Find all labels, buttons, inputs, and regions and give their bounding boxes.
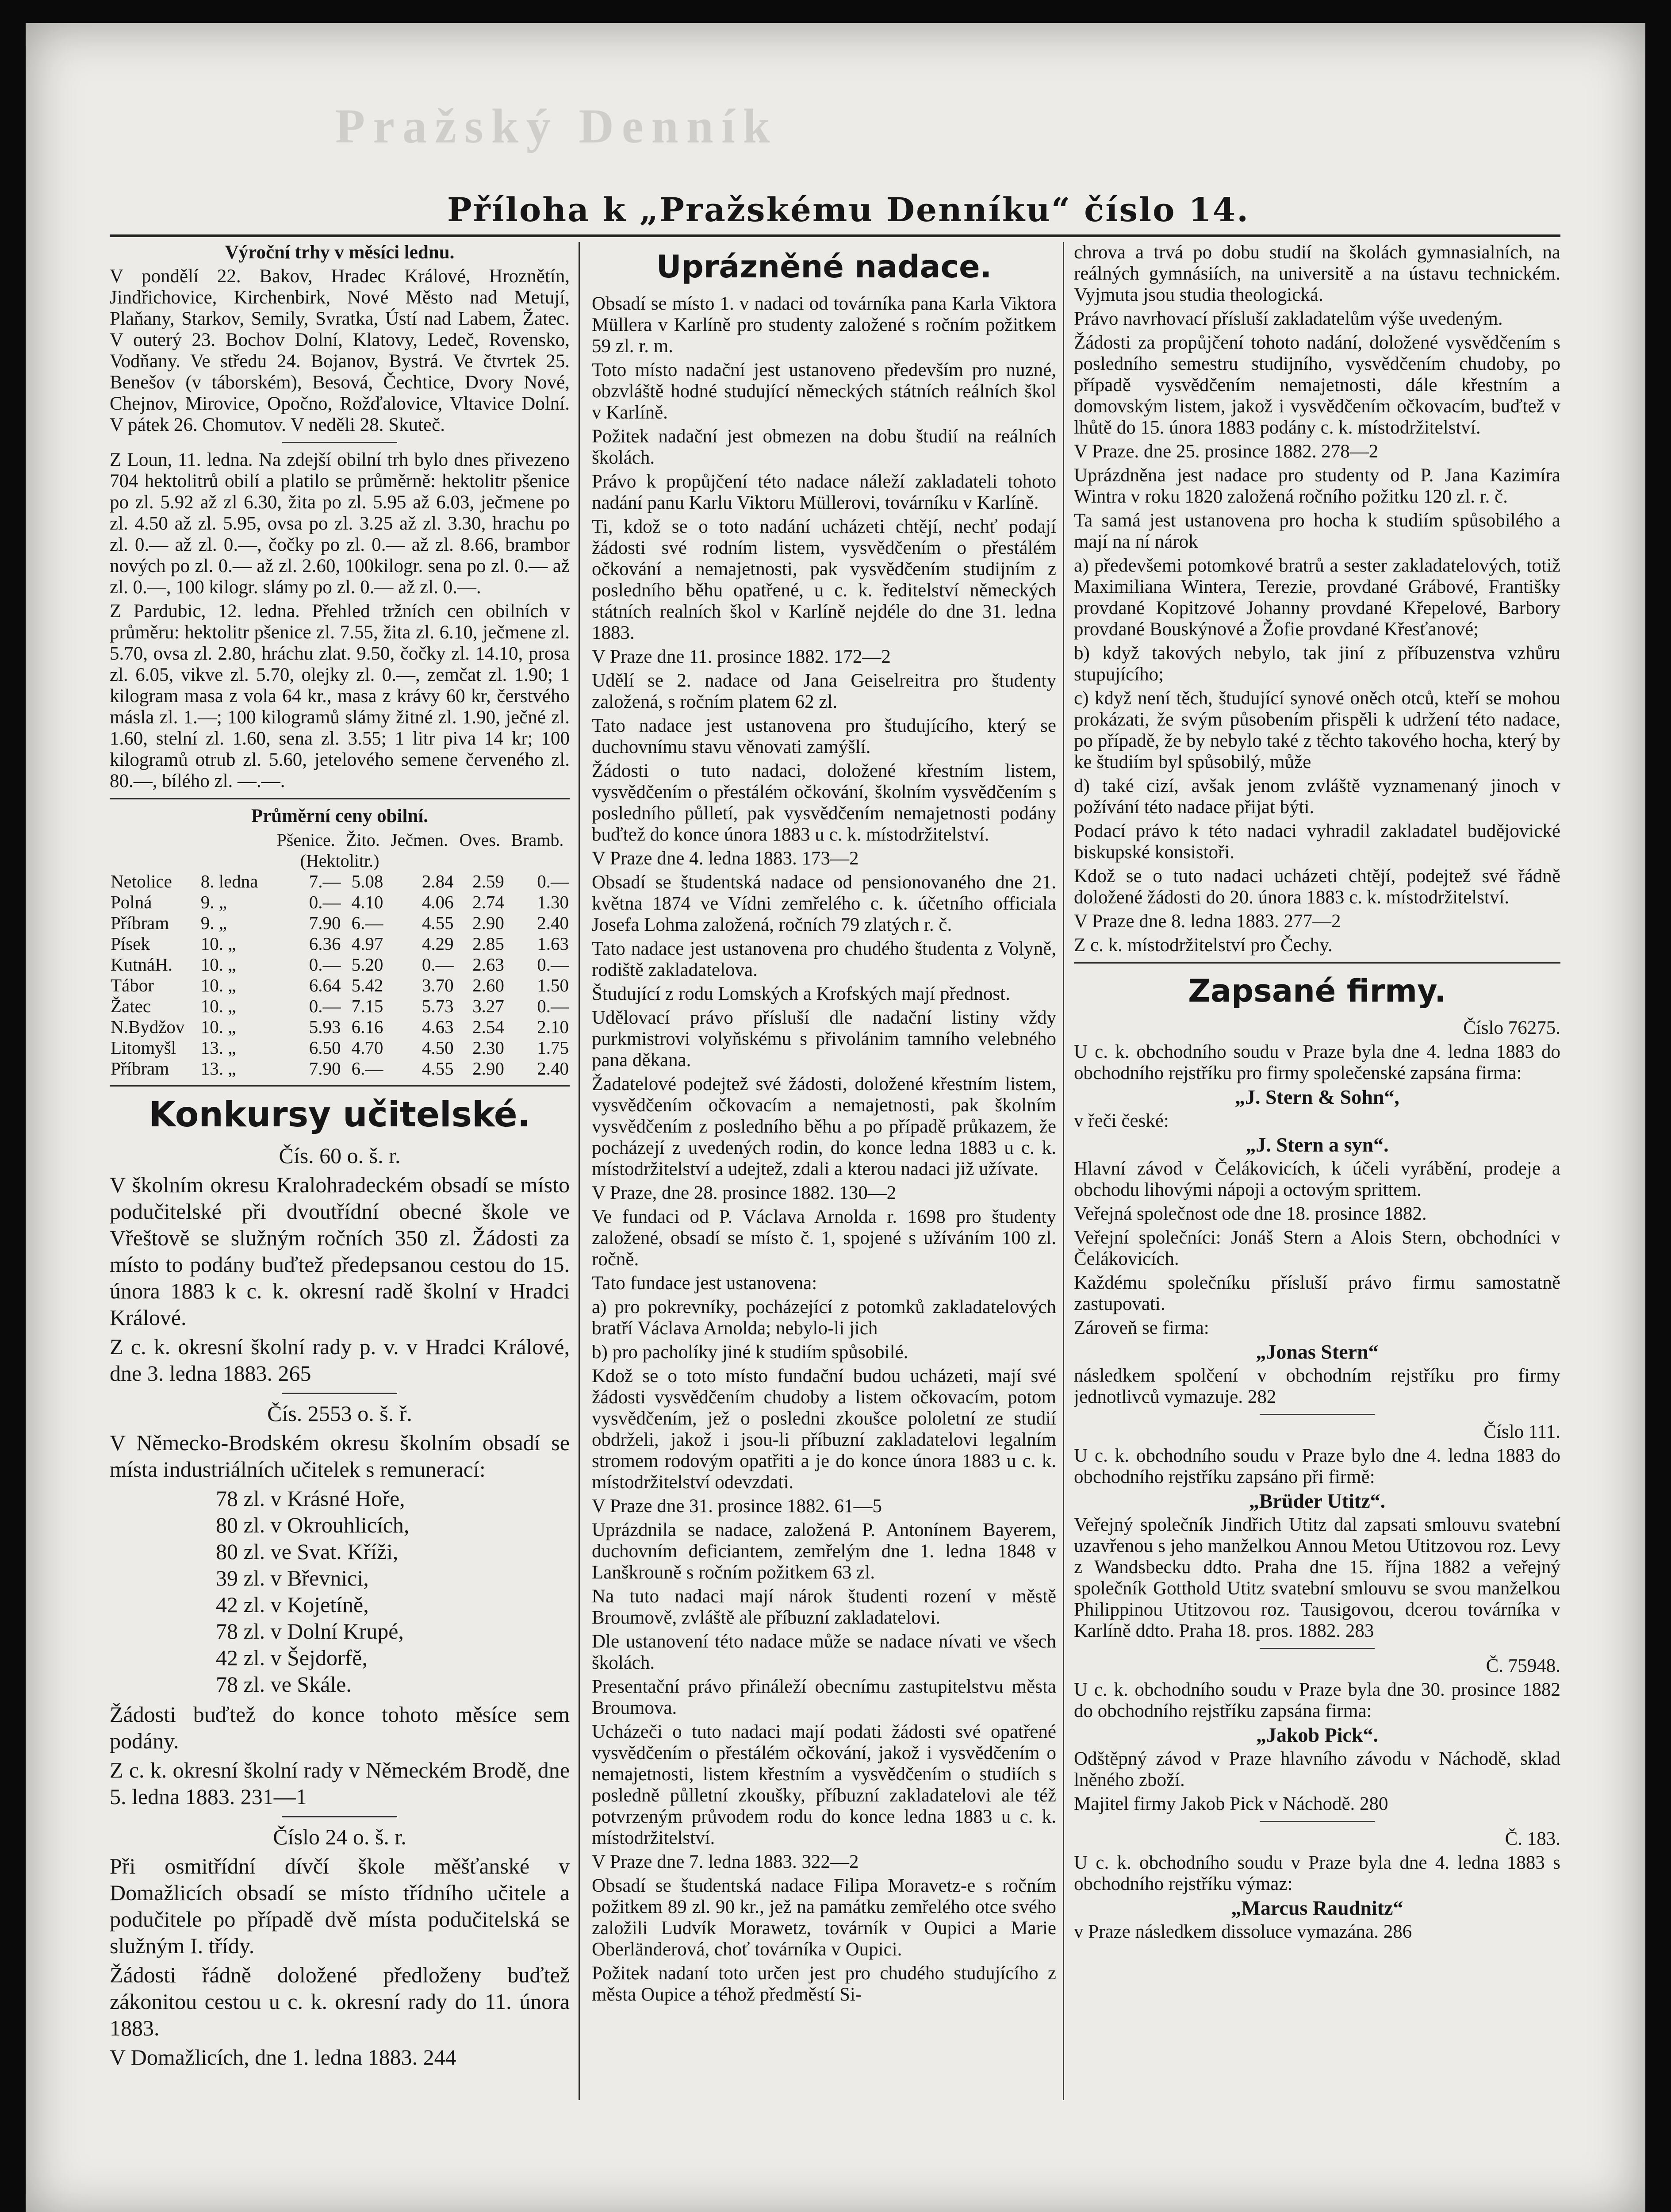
article-paragraph: Podací právo k této nadaci vyhradil zakladatel budějovické biskupské konsistoři. [1074, 821, 1560, 863]
table-cell: 7.90 [309, 1058, 341, 1079]
table-cell: Příbram [111, 1058, 169, 1079]
article-paragraph: Ti, kdož se o toto nadání ucházeti chtějí, nechť podají žádosti své rodním listem, vysvědčením o přestálém očkování a nemajetnosti, pak vysvědčením studijním z posledního běhu opatřené, u c. k. ředitelství německých státních realních škol v Karlíně nejdéle do dne 31. ledna 1883. [592, 516, 1056, 643]
table-cell: Netolice [111, 871, 172, 891]
section-rule [282, 1393, 397, 1394]
firma-3-details [1074, 1748, 1560, 1815]
table-cell: 0.— [309, 892, 341, 912]
article-paragraph: Tato fundace jest ustanovena: [592, 1273, 817, 1294]
firm-paragraph: Každému společníku přísluší právo firmu samostatně zastupovati. [1074, 1272, 1560, 1314]
firma-4-number: Č. 183. [1505, 1828, 1560, 1849]
firma-4-name: „Marcus Raudnitz“ [1231, 1897, 1403, 1919]
section-rule [282, 1816, 397, 1817]
article-paragraph: Obsadí se místo 1. v nadaci od továrníka pana Karla Viktora Müllera v Karlíně pro studenty založené s ročním požitkem 59 zl. r. m. [592, 293, 1056, 357]
article-paragraph: V Praze dne 7. ledna 1883. 322—2 [592, 1851, 859, 1872]
table-row [110, 913, 570, 933]
table-row [110, 1017, 570, 1037]
table-cell: 4.63 [422, 1017, 454, 1037]
konkurs-2-number: Čís. 2553 o. š. ř. [267, 1401, 412, 1426]
table-row [110, 1037, 570, 1058]
firm-paragraph: Veřejní společníci: Jonáš Stern a Alois Stern, obchodníci v Čelákovicích. [1074, 1227, 1560, 1269]
konkurs-3-number: Číslo 24 o. š. r. [273, 1824, 406, 1849]
table-cell: 6.— [351, 1058, 383, 1079]
article-paragraph: V Praze dne 31. prosince 1882. 61—5 [592, 1496, 882, 1517]
article-paragraph: Právo k propůjčení této nadace náleží zakladateli tohoto nadání panu Karlu Viktoru Müllerovi, továrníku v Karlíně. [592, 471, 1056, 513]
table-cell: 4.70 [351, 1037, 383, 1058]
table-cell: N.Bydžov [111, 1017, 185, 1037]
firma-1-text: U c. k. obchodního soudu v Praze byla dne 4. ledna 1883 do obchodního rejstříku pro firmy společenské zapsána firma: [1074, 1041, 1560, 1083]
table-cell: 5.08 [351, 871, 383, 891]
firma-1-details [1074, 1158, 1560, 1339]
article-paragraph: V Praze dne 4. ledna 1883. 173—2 [592, 848, 859, 869]
table-row [110, 1058, 570, 1079]
table-cell: 6.36 [309, 933, 341, 954]
article-paragraph: V Praze. dne 25. prosince 1882. 278—2 [1074, 441, 1379, 462]
firm-paragraph: Hlavní závod v Čelákovicích, k účeli vyrábění, prodeje a obchodu lihovými nápoji a octovým sprittem. [1074, 1158, 1560, 1200]
firm-paragraph: Odštěpný závod v Praze hlavního závodu v Náchodě, sklad lněného zboží. [1074, 1748, 1560, 1790]
table-cell: 0.— [422, 954, 454, 975]
firma-1-name: „J. Stern & Sohn“, [1235, 1086, 1399, 1108]
article-paragraph: V Praze dne 8. ledna 1883. 277—2 [1074, 911, 1341, 932]
article-paragraph: Žádosti za propůjčení tohoto nadání, doložené vysvědčením s posledního semestru studijního, vysvědčením chudoby, po případě vysvědčením nemajetnosti, dále křestním a domovským listem, jakož i vysvědčením očkovacím, buďtež v lhůtě do 15. února 1883 podány c. k. místodržitelství. [1074, 332, 1560, 438]
firm-paragraph: Majitel firmy Jakob Pick v Náchodě. 280 [1074, 1793, 1388, 1814]
table-cell: 10. „ [200, 975, 236, 995]
table-cell: Tábor [111, 975, 154, 995]
table-body [110, 871, 570, 1079]
section-rule [110, 798, 570, 799]
table-cell: 4.06 [422, 892, 454, 912]
konkurs-3-signature: V Domažlicích, dne 1. ledna 1883. 244 [110, 2045, 456, 2070]
column-middle [592, 242, 1056, 2127]
table-cell: 0.— [537, 996, 569, 1016]
list-item: 78 zl. ve Skále. [216, 1672, 352, 1697]
konkurs-1-text: V školním okresu Kralohradeckém obsadí se místo podučitelské při dvoutřídní obecné škole ve Vřeštově se služným ročních 350 zl. Žádosti za místo to podány buďtež předepsanou cestou do 15. února 1883 k c. k. okresní radě školní v Hradci Králové. [110, 1172, 570, 1330]
table-header-cell: Žito. [346, 830, 380, 850]
article-paragraph: Právo navrhovací přísluší zakladatelům výše uvedeným. [1074, 308, 1503, 329]
newspaper-page [26, 23, 1645, 2212]
table-row [110, 933, 570, 954]
article-paragraph: Žadatelové podejtež své žádosti, doložené křestním listem, vysvědčením očkovacím a nemajetnosti, pak školním vysvědčením z posledního běhu a po případě průkazem, že pocházejí z uvedených rodin, do konce ledna 1883 u c. k. místodržitelství a udejtež, zdali a kterou nadaci již užívate. [592, 1074, 1056, 1179]
table-header-cell: Bramb. [511, 830, 564, 850]
firm-paragraph: Veřejná společnost ode dne 18. prosince 1882. [1074, 1203, 1427, 1224]
list-item: 78 zl. v Dolní Krupé, [216, 1619, 404, 1644]
table-cell: 9. „ [200, 913, 227, 933]
list-item: 42 zl. v Kojetíně, [216, 1592, 369, 1617]
konkurs-2-text: V Německo-Brodském okresu školním obsadí se místa industriálních učitelek s remunerací: [110, 1430, 570, 1482]
firma-3-text: U c. k. obchodního soudu v Praze byla dne 30. prosince 1882 do obchodního rejstříku zapsána firma: [1074, 1679, 1560, 1721]
table-cell: 0.— [537, 871, 569, 891]
article-paragraph: Tato nadace jest ustanovena pro chudého študenta z Volyně, rodiště zakladatelova. [592, 938, 1056, 980]
list-item: 80 zl. ve Svat. Kříži, [216, 1539, 399, 1564]
table-cell: 13. „ [200, 1058, 236, 1079]
table-cell: 0.— [309, 954, 341, 975]
table-cell: 6.16 [351, 1017, 383, 1037]
table-header-row [110, 830, 570, 850]
table-cell: 9. „ [200, 892, 227, 912]
column-left [110, 242, 570, 2109]
table-unit-row [110, 850, 570, 871]
section-rule [1074, 962, 1560, 964]
article-paragraph: Z c. k. místodržitelství pro Čechy. [1074, 935, 1333, 956]
table-cell: 2.10 [537, 1017, 569, 1037]
article-paragraph: Obsadí se študentská nadace od pensionovaného dne 21. května 1874 ve Vídni zemřelého c. k. účetního officiala Josefa Lohma založená, ročních 79 zlatých r. č. [592, 872, 1056, 935]
table-cell: 2.85 [472, 933, 504, 954]
table-unit-label: (Hektolitr.) [300, 851, 379, 871]
table-cell: 8. ledna [200, 871, 258, 891]
article-paragraph: Udělí se 2. nadace od Jana Geiselreitra pro študenty založená, s ročním platem 62 zl. [592, 670, 1056, 712]
article-paragraph: Dle ustanovení této nadace může se nadace nívati ve všech školách. [592, 1631, 1056, 1673]
konkurs-2-list [110, 1485, 570, 1697]
nadace-articles [592, 293, 1056, 2005]
section-rule [1260, 1821, 1375, 1822]
section-rule [1260, 1414, 1375, 1415]
article-paragraph: Žádosti o tuto nadaci, doložené křestním listem, vysvědčením o přestálém očkování, školním vysvědčením s posledního půlletí, pak vysvědčením nemajetnosti podány buďtež do konce února 1883 u c. k. místodržitelství. [592, 760, 1056, 845]
article-paragraph: Ucházeči o tuto nadaci mají podati žádosti své opatřené vysvědčením o přestálém očkování, jakož i vysvědčením o nemajetnosti, listem křestním a vysvědčením o studiích s posledně půlletní zkoušky, příbuzní zakladatelovi ale též potvrzeným průvodem rodu do konce ledna 1883 u c. k. místodržitelství. [592, 1721, 1056, 1848]
table-cell: 7.90 [309, 913, 341, 933]
table-row [110, 892, 570, 913]
table-cell: 10. „ [200, 954, 236, 975]
list-item: 78 zl. v Krásné Hoře, [216, 1486, 405, 1511]
table-cell: 1.30 [537, 892, 569, 912]
firm-paragraph: Zároveň se firma: [1074, 1317, 1209, 1338]
article-paragraph: V Praze dne 11. prosince 1882. 172—2 [592, 646, 891, 667]
table-cell: 3.70 [422, 975, 454, 995]
firma-3-number: Č. 75948. [1486, 1655, 1560, 1676]
firma-2-name: „Brüder Utitz“. [1249, 1490, 1386, 1512]
table-cell: 2.63 [472, 954, 504, 975]
article-paragraph: c) když není těch, študující synové oněch otců, kteří se mohou prokázati, že svým působením přispěli k udržení této nadace, po případě, že by nebylo také z těchto takového hocha, který by ke študiím byl spůsobilý, může [1074, 688, 1560, 772]
list-item: 80 zl. v Okrouhlicích, [216, 1513, 410, 1537]
firma-2-number: Číslo 111. [1483, 1421, 1560, 1442]
page-masthead: Příloha k „Pražskému Denníku“ číslo 14. [447, 191, 1249, 229]
table-header-cell: Oves. [459, 830, 500, 850]
firmy-title: Zapsané firmy. [1188, 973, 1446, 1009]
article-paragraph: Toto místo nadační jest ustanoveno především pro nuzné, obzvláště hodné studující německých státních reálních škol v Karlíně. [592, 360, 1056, 423]
nadace-articles-cont [1074, 242, 1560, 956]
column-divider-1 [579, 242, 580, 2100]
table-header-cell [200, 830, 270, 850]
table-cell: 2.90 [472, 1058, 504, 1079]
section-rule [110, 1085, 570, 1087]
table-cell: 3.27 [472, 996, 504, 1016]
table-cell: 2.74 [472, 892, 504, 912]
article-paragraph: V Praze, dne 28. prosince 1882. 130—2 [592, 1183, 897, 1203]
table-row [110, 975, 570, 996]
table-row [110, 871, 570, 892]
table-cell: 1.63 [537, 933, 569, 954]
pardubice-prices-text: Z Pardubic, 12. ledna. Přehled tržních cen obilních v průměru: hektolitr pšenice zl. 7.55, žita zl. 6.10, ječmene zl. 5.70, ovsa zl. 2.80, hráchu zlat. 9.50, čočky zl. 14.10, prosa zl. 6.05, vikve zl. 5.70, olejky zl. 0.—, zemčat zl. 1.90; 1 kilogram masa z vola 64 kr., masa z krávy 60 kr, čerstvého másla zl. 1.—; 100 kilogramů slámy žitné zl. 1.90, ječné zl. 1.60, stelní zl. 1.60, sena zl. 3.55; 1 litr piva 14 kr; 100 kilogramů otrub zl. 5.60, jetelového semene červeného zl. 80.—, bílého zl. —.—. [110, 601, 570, 791]
grain-prices-table [110, 830, 570, 1079]
louny-prices-text: Z Loun, 11. ledna. Na zdejší obilní trh bylo dnes přivezeno 704 hektolitrů obilí a platilo se průměrně: hektolitr pšenice po zl. 5.92 až zl 6.30, žita po zl. 5.95 až 6.03, ječmene po zl. 4.50 až zl. 5.95, ovsa po zl. 3.25 až zl. 3.30, hrachu po zl. 0.— až zl. 0.—, čočky po zl. 0.— až zl. 8.66, brambor nových po zl. 0.— až zl. 2.60, 100kilogr. sena po zl. 0.— až zl. 0.—, 100 kilogr. slámy po zl. 0.— až zl. 0.—. [110, 449, 570, 598]
article-paragraph: Uprázdnila se nadace, založená P. Antonínem Bayerem, duchovním deficiantem, zemřelým dne 1. ledna 1848 v Lanškrouně s ročním požitkem 63 zl. [592, 1520, 1056, 1583]
table-cell: 1.75 [537, 1037, 569, 1058]
masthead-rule [110, 234, 1560, 237]
table-cell: 4.55 [422, 1058, 454, 1079]
article-paragraph: Kdož se o toto místo fundační budou ucházeti, mají své žádosti vysvědčením chudoby a listem očkovacím, potom vysvědčením, jež o posledni zkoušce pololetní ze studií obdrželi, jakož i jsou-li příbuzní zakladatelovi legalním stromem rodovým opatřiti a je do konce února 1883 u c. k. místodržitelství odevzdati. [592, 1366, 1056, 1493]
firma-4-text: U c. k. obchodního soudu v Praze byla dne 4. ledna 1883 s obchodního rejstříku výmaz: [1074, 1852, 1560, 1894]
section-rule [1260, 1648, 1375, 1649]
article-paragraph: d) také cizí, avšak jenom zvláště vyznamenaný jinoch v požívání této nadace přijat býti. [1074, 776, 1560, 818]
article-paragraph: Uprázdněna jest nadace pro studenty od P. Jana Kazimíra Wintra v roku 1820 založená ročního požitku 120 zl. r. č. [1074, 465, 1560, 507]
article-paragraph: Ta samá jest ustanovena pro hocha k studiím spůsobilého a mají na ní nárok [1074, 510, 1560, 552]
table-cell: 5.73 [422, 996, 454, 1016]
table-cell: Žatec [111, 996, 151, 1016]
section-rule [282, 442, 397, 443]
markets-title: Výroční trhy v měsíci lednu. [225, 242, 455, 263]
article-paragraph: a) předevšemi potomkové bratrů a sester zakladatelových, totiž Maximiliana Wintera, Terezie, provdané Grábové, Františky provdané Kopitzové Johanny provdané Křepelové, Barbory provdané Bouskýnové a Žofie provdané Křesťanové; [1074, 555, 1560, 640]
konkurs-2-signature: Z c. k. okresní školní rady v Německém Brodě, dne 5. ledna 1883. 231—1 [110, 1758, 570, 1809]
nadace-title: Uprázněné nadace. [656, 249, 992, 285]
table-row [110, 954, 570, 975]
table-row [110, 996, 570, 1017]
table-header-cell: Pšenice. [276, 830, 335, 850]
column-right [1074, 242, 1560, 2127]
table-cell: 10. „ [200, 933, 236, 954]
firma-1-name-2: „Jonas Stern“ [1256, 1340, 1379, 1363]
table-cell: 2.59 [472, 871, 504, 891]
list-item: 39 zl. v Břevnici, [216, 1566, 369, 1590]
firma-2-text: U c. k. obchodního soudu v Praze bylo dne 4. ledna 1883 do obchodního rejstříku zapsáno při firmě: [1074, 1445, 1560, 1487]
article-paragraph: Na tuto nadaci mají nárok študenti rození v městě Broumově, zvláště ale příbuzní zakladatelovi. [592, 1586, 1056, 1628]
article-paragraph: Požitek nadaní toto určen jest pro chudého studujícího z města Oupice a téhož předměstí Si- [592, 1963, 1056, 2005]
table-cell: 4.55 [422, 913, 454, 933]
article-paragraph: Tato nadace jest ustanovena pro študujícího, který se duchovnímu stavu věnovati zamýšlí. [592, 715, 1056, 757]
table-cell: KutnáH. [111, 954, 173, 975]
bleed-through-text: Pražský Denník [335, 99, 778, 153]
firma-1-number: Číslo 76275. [1463, 1018, 1560, 1038]
list-item: 42 zl. v Šejdorfě, [216, 1645, 368, 1670]
table-cell: 5.42 [351, 975, 383, 995]
table-cell: 2.40 [537, 1058, 569, 1079]
table-cell: 2.30 [472, 1037, 504, 1058]
table-cell: 4.97 [351, 933, 383, 954]
article-paragraph: Obsadí se študentská nadace Filipa Moravetz-e s ročním požitkem 89 zl. 90 kr., jež na památku zemřelého otce svého založili Ludvík Morawetz, továrník v Oupici a Marie Oberländerová, choť továrníka v Oupici. [592, 1875, 1056, 1960]
firma-4-end: v Praze následkem dissoluce vymazána. 286 [1074, 1921, 1412, 1942]
article-paragraph: b) pro pacholíky jiné k studiím spůsobilé. [592, 1342, 908, 1363]
grain-prices-title: Průměrní ceny obilní. [251, 806, 429, 826]
table-cell: 2.60 [472, 975, 504, 995]
table-cell: Polná [111, 892, 152, 912]
konkurs-1-number: Čís. 60 o. š. r. [279, 1143, 401, 1168]
firma-1-czech-lead: v řeči české: [1074, 1110, 1169, 1131]
article-paragraph: Požitek nadační jest obmezen na dobu študií na reálních školách. [592, 426, 1056, 468]
firma-1-name-cz: „J. Stern a syn“. [1246, 1133, 1389, 1156]
article-paragraph: Kdož se o tuto nadaci ucházeti chtějí, podejtež své řádně doložené žádosti do 20. února 1883 c. k. místodržitelství. [1074, 866, 1560, 908]
table-cell: 13. „ [200, 1037, 236, 1058]
table-header-cell: Ječmen. [391, 830, 448, 850]
article-paragraph: Presentační právo přináleží obecnímu zastupitelstvu města Broumova. [592, 1676, 1056, 1718]
table-cell: 5.20 [351, 954, 383, 975]
firma-1-end: následkem spolčení v obchodním rejstříku pro firmy jednotlivců vymazuje. 282 [1074, 1365, 1560, 1407]
table-cell: 5.93 [309, 1017, 341, 1037]
firma-3-name: „Jakob Pick“. [1256, 1724, 1379, 1746]
markets-text: V pondělí 22. Bakov, Hradec Králové, Hroznětín, Jindřichovice, Kirchenbirk, Nové Město nad Metují, Plaňany, Starkov, Semily, Svratka, Ústí nad Labem, Žatec. V outerý 23. Bochov Dolní, Klatovy, Ledeč, Rovensko, Vodňany. Ve středu 24. Bojanov, Bystrá. Ve čtvrtek 25. Benešov (v táborském), Besová, Čechtice, Dvory Nové, Chejnov, Mirovice, Opočno, Rožďalovice, Vltavice Dolní. V pátek 26. Chomutov. V neděli 28. Skuteč. [110, 266, 570, 435]
table-cell: 2.90 [472, 913, 504, 933]
konkurs-1-signature: Z c. k. okresní školní rady p. v. v Hradci Králové, dne 3. ledna 1883. 265 [110, 1334, 570, 1386]
konkurs-3-text: Při osmitřídní dívčí škole měšťanské v Domažlicích obsadí se místo třídního učitele a podučitele po případě dvě místa podučitelská se služným I. třídy. [110, 1854, 570, 1958]
table-cell: 0.— [537, 954, 569, 975]
table-cell: Písek [111, 933, 150, 954]
article-paragraph: Udělovací právo přísluší dle nadační listiny vždy purkmistrovi volyňskému s přivolánim tamního velebného pana děkana. [592, 1007, 1056, 1071]
konkurs-3-text-2: Žádosti řádně doložené předloženy buďtež zákonitou cestou u c. k. okresní rady do 11. února 1883. [110, 1962, 570, 2040]
column-divider-2 [1063, 242, 1064, 2100]
table-cell: 1.50 [537, 975, 569, 995]
table-cell: 2.54 [472, 1017, 504, 1037]
table-cell: Litomyšl [111, 1037, 176, 1058]
table-cell: Příbram [111, 913, 169, 933]
table-cell: 0.— [309, 996, 341, 1016]
table-cell: 4.10 [351, 892, 383, 912]
table-header-cell [110, 830, 200, 850]
table-cell: 2.40 [537, 913, 569, 933]
konkursy-title: Konkursy učitelské. [149, 1095, 531, 1135]
konkurs-2-text-2: Žádosti buďtež do konce tohoto měsíce sem podány. [110, 1702, 570, 1753]
firma-2-end: Veřejný společník Jindřich Utitz dal zapsati smlouvu svatební uzavřenou s jeho manželkou Annou Metou Utitzovou roz. Levy z Wandsbecku ddto. Praha dne 15. října 1882 a veřejný společník Gotthold Utitz svatební smlouvu se svou manželkou Philippinou Utitzovou roz. Tausigovou, dcerou továrníka v Karlíně ddto. Praha 18. pros. 1882. 283 [1074, 1514, 1560, 1641]
article-paragraph: b) když takových nebylo, tak jiní z příbuzenstva vzhůru stupujícího; [1074, 643, 1560, 685]
article-paragraph: Ve fundaci od P. Václava Arnolda r. 1698 pro študenty založené, obsadí se místo č. 1, spojené s užíváním 100 zl. ročně. [592, 1206, 1056, 1270]
table-cell: 7.15 [351, 996, 383, 1016]
article-paragraph: Študující z rodu Lomských a Krofských mají přednost. [592, 983, 1010, 1004]
table-cell: 6.— [351, 913, 383, 933]
table-cell: 6.50 [309, 1037, 341, 1058]
table-cell: 10. „ [200, 996, 236, 1016]
table-cell: 4.50 [422, 1037, 454, 1058]
table-cell: 4.29 [422, 933, 454, 954]
table-cell: 2.84 [422, 871, 454, 891]
table-cell: 7.— [309, 871, 341, 891]
table-cell: 10. „ [200, 1017, 236, 1037]
article-paragraph: a) pro pokrevníky, pocházející z potomků zakladatelových bratří Václava Arnolda; nebylo-li jich [592, 1297, 1056, 1339]
table-cell: 6.64 [309, 975, 341, 995]
article-paragraph: chrova a trvá po dobu studií na školách gymnasialních, na reálných gymnásiích, na universitě a na ústavu technickém. Vyjmuta jsou studia theologická. [1074, 242, 1560, 305]
